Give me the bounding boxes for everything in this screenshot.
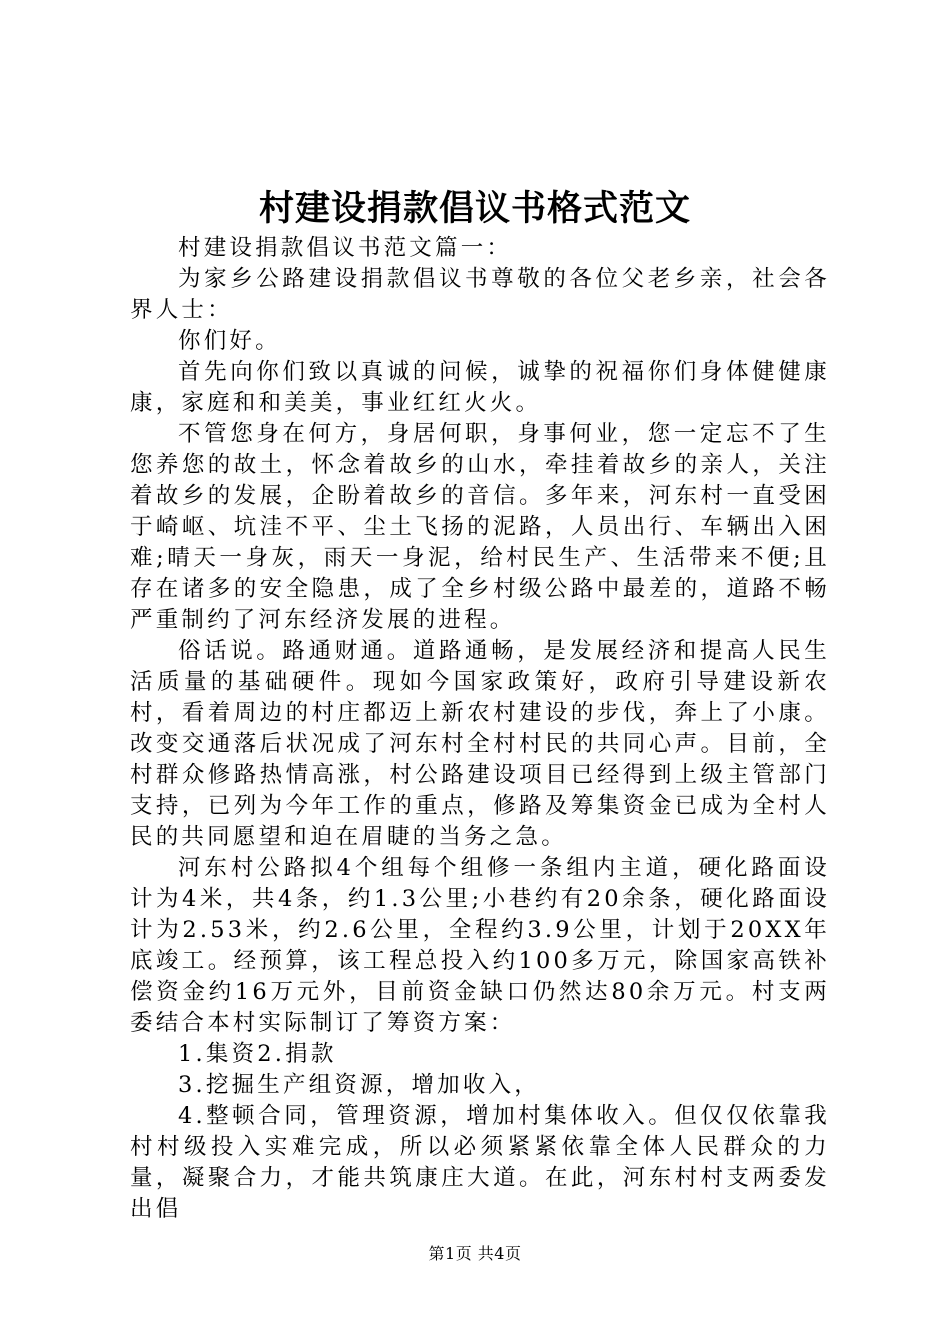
- paragraph-plan-item-4: 4.整顿合同，管理资源，增加村集体收入。但仅仅依靠我村村级投入实难完成，所以必须紧紧依靠全体人民群众的力量，凝聚合力，才能共筑康庄大道。在此，河东村村支两委发出倡: [130, 1103, 830, 1222]
- paragraph-wishes: 首先向你们致以真诚的问候，诚挚的祝福你们身体健健康康，家庭和和美美，事业红红火火。: [130, 359, 830, 416]
- paragraph-road-importance: 俗话说。路通财通。道路通畅，是发展经济和提高人民生活质量的基础硬件。现如今国家政策好，政府引导建设新农村，看着周边的村庄都迈上新农村建设的步伐，奔上了小康。改变交通落后状况成了河东村全村村民的共同心声。目前，全村群众修路热情高涨，村公路建设项目已经得到上级主管部门支持，已列为今年工作的重点，修路及筹集资金已成为全村人民的共同愿望和迫在眉睫的当务之急。: [130, 638, 830, 850]
- paragraph-hometown: 不管您身在何方，身居何职，身事何业，您一定忘不了生您养您的故土，怀念着故乡的山水，牵挂着故乡的亲人，关注着故乡的发展，企盼着故乡的音信。多年来，河东村一直受困于崎岖、坑洼不平、尘土飞扬的泥路，人员出行、车辆出入困难;晴天一身灰，雨天一身泥，给村民生产、生活带来不便;且存在诸多的安全隐患，成了全乡村级公路中最差的，道路不畅严重制约了河东经济发展的进程。: [130, 421, 830, 633]
- paragraph-plan-item-1-2: 1.集资2.捐款: [178, 1041, 337, 1067]
- paragraph-greeting-heading: 村建设捐款倡议书范文篇一：: [178, 235, 513, 261]
- page-footer: 第1页 共4页: [428, 1244, 522, 1263]
- paragraph-hello: 你们好。: [178, 328, 281, 354]
- paragraph-plan-item-3: 3.挖掘生产组资源，增加收入，: [178, 1072, 540, 1098]
- document-body: [130, 233, 830, 1225]
- paragraph-salutation: 为家乡公路建设捐款倡议书尊敬的各位父老乡亲，社会各界人士：: [130, 266, 830, 323]
- document-title: 村建设捐款倡议书格式范文: [258, 189, 691, 229]
- paragraph-project-plan: 河东村公路拟4个组每个组修一条组内主道，硬化路面设计为4米，共4条，约1.3公里;小巷约有20余条，硬化路面设计为2.53米，约2.6公里，全程约3.9公里，计划于20XX年底竣工。经预算，该工程总投入约100多万元，除国家高铁补偿资金约16万元外，目前资金缺口仍然达80余万元。村支两委结合本村实际制订了筹资方案：: [130, 855, 830, 1036]
